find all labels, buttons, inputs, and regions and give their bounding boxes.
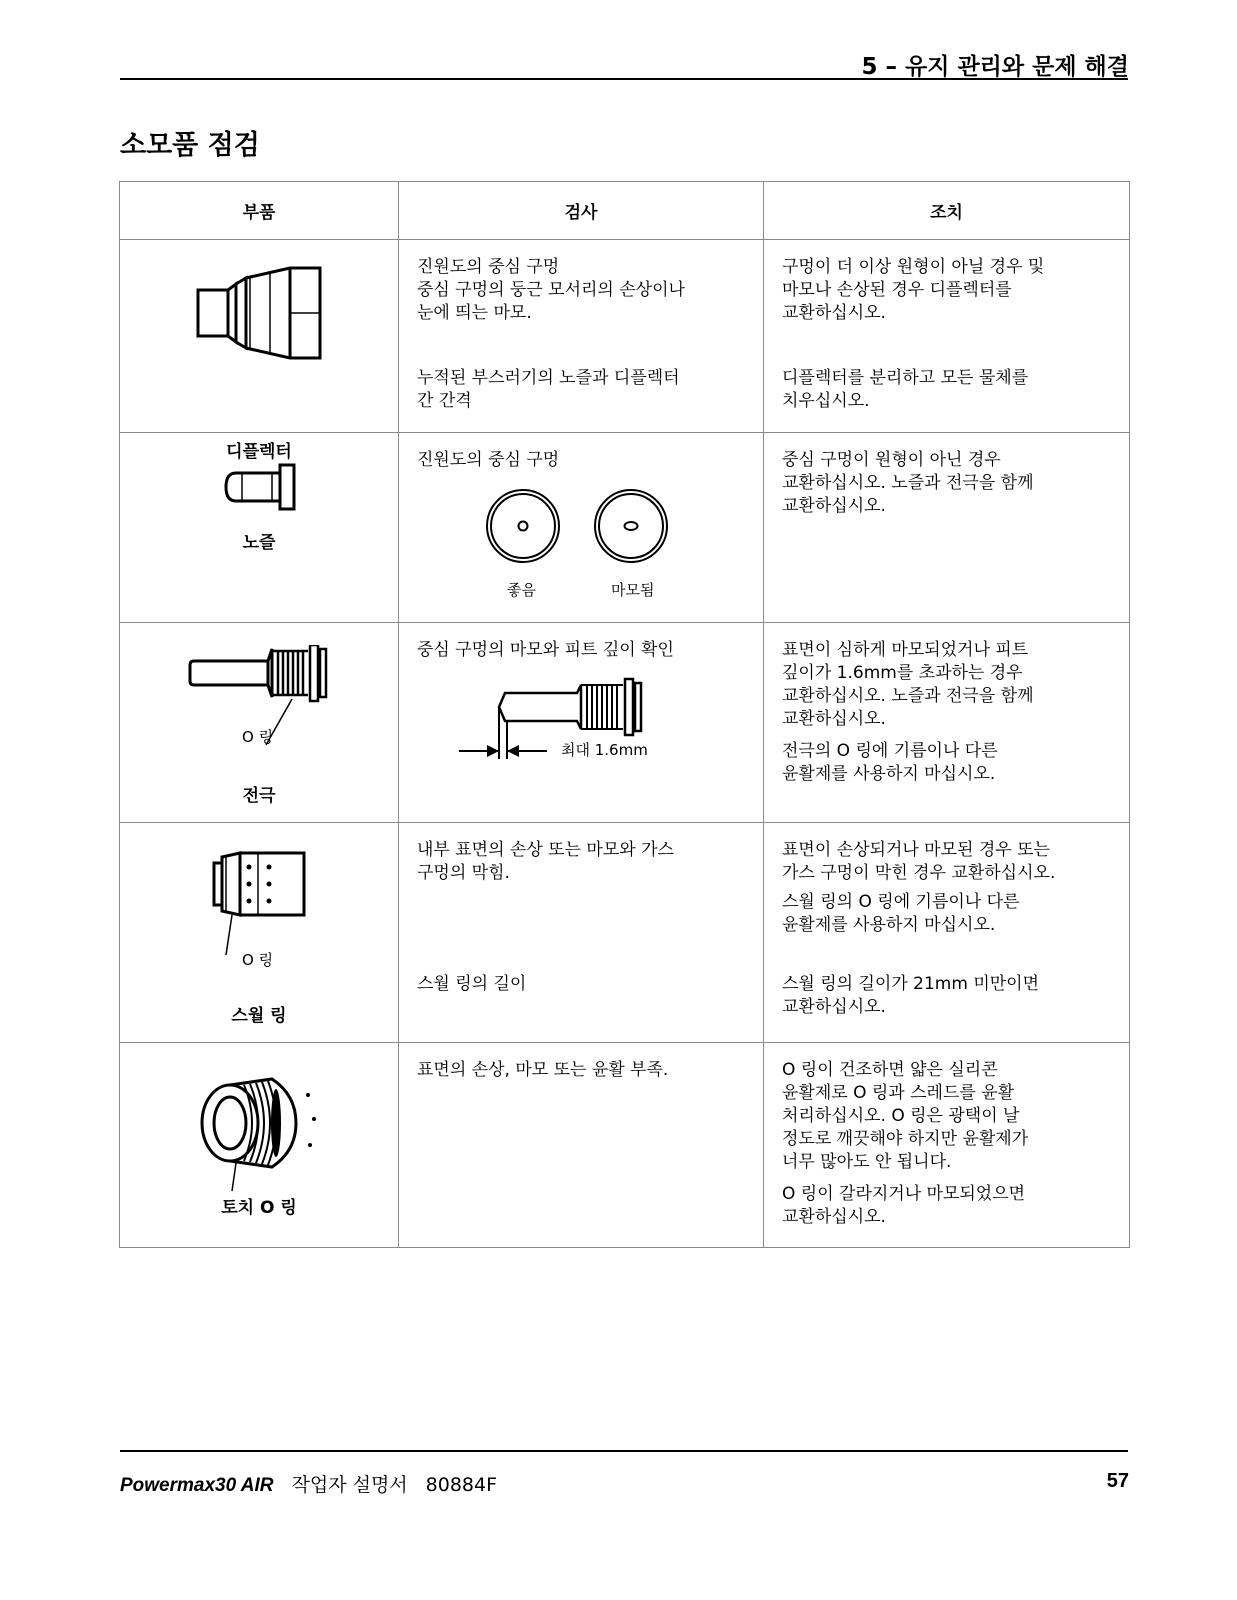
part-name: 디플렉터: [226, 442, 292, 462]
header-part: 부품: [120, 182, 399, 240]
part-cell: [120, 240, 399, 462]
consumables-table: [119, 181, 1130, 1248]
table-row: [120, 823, 1130, 1043]
action-cell: [764, 823, 1130, 1043]
part-name: 노즐: [242, 533, 276, 553]
nozzle-orifice-diagram: [485, 488, 675, 568]
footer-info: [120, 1470, 497, 1497]
inspect-text: 진원도의 중심 구멍 중심 구멍의 둥근 모서리의 손상이나 눈에 띄는 마모.: [417, 257, 685, 323]
action-cell: [764, 433, 1130, 623]
action-cell: [764, 240, 1130, 433]
table-row: [120, 240, 1130, 433]
inspect-text: 내부 표면의 손상 또는 마모와 가스 구멍의 막힘.: [417, 840, 674, 883]
action-text: 구멍이 더 이상 원형이 아닐 경우 및 마모나 손상된 경우 디플렉터를 교환하십시오.: [782, 257, 1045, 323]
action-cell: [764, 623, 1130, 823]
inspect-cell: [399, 240, 764, 433]
worn-label: 마모됨: [611, 581, 655, 599]
deflector-illustration: [194, 266, 328, 360]
action-text: 표면이 심하게 마모되었거나 피트 깊이가 1.6mm를 초과하는 경우 교환하십시오. 노즐과 전극을 함께 교환하십시오.: [782, 640, 1034, 729]
inspect-text: 스월 링의 길이: [417, 974, 527, 994]
part-cell: [120, 623, 399, 823]
part-cell: [120, 823, 399, 1043]
part-cell: [120, 433, 399, 623]
inspect-text: 누적된 부스러기의 노즐과 디플렉터 간 간격: [417, 368, 680, 411]
part-name: 토치 O 링: [221, 1198, 297, 1218]
header-action: 조치: [764, 182, 1130, 240]
part-cell: [120, 1043, 399, 1248]
inspect-text: 중심 구멍의 마모와 피트 깊이 확인: [417, 640, 674, 660]
doc-title: 작업자 설명서: [291, 1474, 408, 1496]
table-header-row: [120, 182, 1130, 240]
action-text: 스월 링의 길이가 21mm 미만이면 교환하십시오.: [782, 974, 1040, 1017]
table-row: [120, 623, 1130, 823]
part-name: 스월 링: [231, 1006, 287, 1026]
good-label: 좋음: [507, 581, 536, 599]
action-text: 디플렉터를 분리하고 모든 물체를 치우십시오.: [782, 368, 1029, 411]
section-title: 소모품 점검: [120, 130, 260, 161]
inspect-text: 표면의 손상, 마모 또는 윤활 부족.: [417, 1060, 669, 1080]
product-name: Powermax30 AIR: [120, 1475, 274, 1496]
footer-rule: [120, 1450, 1128, 1452]
inspect-cell: [399, 823, 764, 1043]
inspect-cell: [399, 623, 764, 823]
action-text: O 링이 갈라지거나 마모되었으면 교환하십시오.: [782, 1184, 1026, 1227]
o-ring-label: O 링: [242, 951, 274, 969]
table-row: [120, 433, 1130, 623]
header-inspect: 검사: [399, 182, 764, 240]
doc-number: 80884F: [425, 1474, 498, 1496]
action-text: 중심 구멍이 원형이 아닌 경우 교환하십시오. 노즐과 전극을 함께 교환하십시오.: [782, 450, 1034, 516]
max-depth-label: 최대 1.6mm: [561, 741, 648, 759]
o-ring-label: O 링: [242, 728, 274, 746]
action-text: 표면이 손상되거나 마모된 경우 또는 가스 구멍이 막힌 경우 교환하십시오.: [782, 840, 1056, 883]
header-rule: [120, 78, 1128, 80]
chapter-title: 5 – 유지 관리와 문제 해결: [861, 54, 1129, 80]
action-cell: [764, 1043, 1130, 1248]
nozzle-illustration: [222, 463, 298, 511]
page-number: 57: [1106, 1470, 1129, 1492]
action-text: O 링이 건조하면 얇은 실리콘 윤활제로 O 링과 스레드를 윤활 처리하십시오. O 링은 광택이 날 정도로 깨끗해야 하지만 윤활제가 너무 많아도 안 됩니다.: [782, 1060, 1029, 1172]
torch-o-ring-illustration: [196, 1073, 322, 1193]
action-text: 전극의 O 링에 기름이나 다른 윤활제를 사용하지 마십시오.: [782, 741, 998, 784]
inspect-cell: [399, 1043, 764, 1248]
inspect-text: 진원도의 중심 구멍: [417, 450, 560, 470]
part-name: 전극: [242, 786, 276, 806]
swirl-ring-illustration: [210, 847, 310, 957]
inspect-cell: [399, 433, 764, 623]
action-text: 스월 링의 O 링에 기름이나 다른 윤활제를 사용하지 마십시오.: [782, 892, 1020, 935]
table-row: [120, 1043, 1130, 1248]
